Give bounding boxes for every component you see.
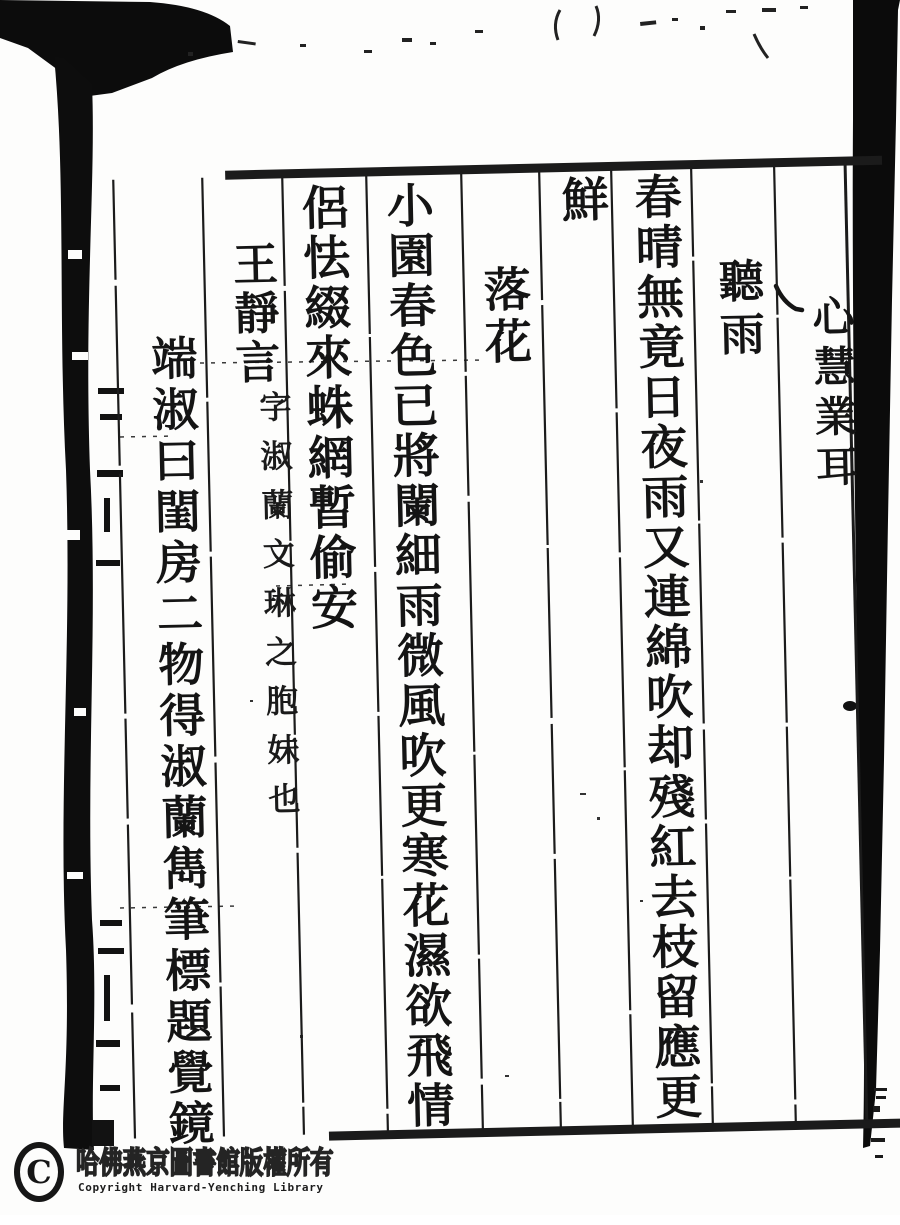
top-border	[225, 160, 882, 175]
author-biography-note-column: 字淑蘭文琳之胞妹也	[254, 389, 303, 832]
copyright-symbol-icon	[14, 1142, 64, 1202]
stamp-english-text: Copyright Harvard-Yenching Library	[78, 1181, 324, 1194]
commentary-column: 端淑曰閨房二物得淑蘭雋筆標題覺鏡	[143, 333, 217, 1151]
poem-title-listening-to-rain: 聽雨	[710, 257, 766, 365]
poem-listening-to-rain-line-column: 春晴無竟日夜雨又連綿吹却殘紅去枝留應更	[626, 171, 703, 1123]
poem-listening-to-rain-line-continuation: 鮮	[553, 174, 610, 226]
poem-title-fallen-blossoms: 落花	[475, 264, 533, 370]
carryover-comment-column: 心慧業耳	[806, 293, 860, 496]
author-name-column: 王靜言	[224, 240, 281, 389]
stamp-chinese-text: 哈佛燕京圖書館版權所有	[76, 1146, 334, 1181]
copyright-letter: C	[26, 1153, 52, 1191]
poem-fallen-blossoms-line-continuation: 侶怯綴來蛛網暫偷安	[293, 182, 359, 634]
poem-fallen-blossoms-line-column: 小園春色已將闌細雨微風吹更寒花濕欲飛情	[378, 180, 455, 1132]
